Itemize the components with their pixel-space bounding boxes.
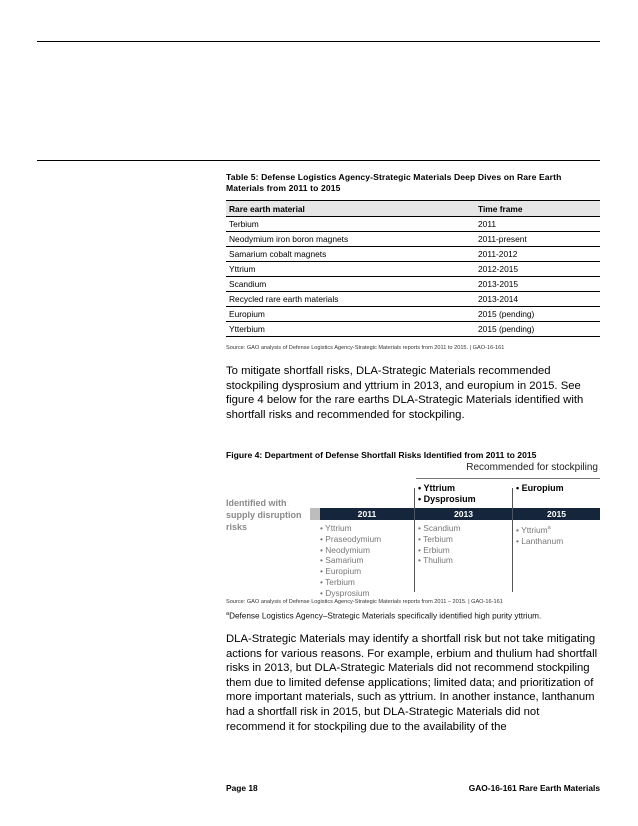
- timeframe-cell: 2013-2015: [475, 277, 600, 292]
- year-header-2011: 2011: [320, 508, 414, 520]
- column-divider: [414, 488, 415, 592]
- material-cell: Scandium: [226, 277, 475, 292]
- timeline-bar-start: [310, 508, 320, 520]
- table-caption: Table 5: Defense Logistics Agency-Strategic Materials Deep Dives on Rare Earth Materials from 2011 to 2015: [226, 172, 562, 193]
- table-row: [226, 322, 600, 337]
- risks-2015: [516, 523, 563, 546]
- year-header-2015: 2015: [513, 508, 600, 520]
- shortfall-risk-figure: [226, 462, 600, 596]
- risk-item: • Dysprosium: [320, 587, 370, 598]
- table-header-row: [226, 201, 600, 217]
- material-cell: Samarium cobalt magnets: [226, 247, 475, 262]
- table-source-note: Source: GAO analysis of Defense Logistics Agency-Strategic Materials reports from 2011 to 2015. | GAO-16-161: [226, 345, 505, 351]
- table-row: [226, 277, 600, 292]
- material-cell: Ytterbium: [226, 322, 475, 337]
- table-row: [226, 262, 600, 277]
- table-row: [226, 307, 600, 322]
- page-number: Page 18: [226, 783, 258, 793]
- risk-item: • Terbium: [320, 576, 355, 587]
- risk-item: • Terbium: [418, 533, 453, 544]
- table-row: [226, 217, 600, 232]
- risk-item: • Erbium: [418, 544, 450, 555]
- figure-source-note: Source: GAO analysis of Defense Logistics Agency-Strategic Materials reports from 2011 – 2015. | GAO-16-161: [226, 599, 503, 605]
- material-cell: Europium: [226, 307, 475, 322]
- recommended-2015: [516, 483, 564, 494]
- body-paragraph-1: To mitigate shortfall risks, DLA-Strategic Materials recommended stockpiling dysprosium and yttrium in 2013, and europium in 2015. See figure 4 below for the rare earths DLA-Strategic Materials identified with shortfall risks and recommended for stockpiling.: [226, 365, 584, 421]
- timeframe-cell: 2015 (pending): [475, 322, 600, 337]
- body-paragraph-2: DLA-Strategic Materials may identify a shortfall risk but not take mitigating actions for various reasons. For example, erbium and thulium had shortfall risks in 2013, but DLA-Strategic Materials did not recommend stockpiling them due to limited defense applications; limited data; and prioritization of more important materials, such as yttrium. In another instance, lanthanum had a shortfall risk in 2015, but DLA-Strategic Materials did not recommend it for stockpiling due to the availability of the: [226, 633, 598, 733]
- timeframe-cell: 2011-present: [475, 232, 600, 247]
- recommended-item: • Yttrium: [418, 483, 455, 493]
- recommended-label: Recommended for stockpiling: [466, 462, 598, 473]
- timeframe-cell: 2012-2015: [475, 262, 600, 277]
- figure-title: Figure 4: Department of Defense Shortfall Risks Identified from 2011 to 2015: [226, 450, 537, 460]
- risk-item: • Thulium: [418, 555, 453, 566]
- timeframe-cell: 2015 (pending): [475, 307, 600, 322]
- section-rule: [37, 160, 600, 161]
- timeframe-cell: 2011-2012: [475, 247, 600, 262]
- year-header-2013: 2013: [415, 508, 512, 520]
- identified-risks-label: Identified with supply disruption risks: [226, 498, 302, 532]
- material-cell: Terbium: [226, 217, 475, 232]
- risk-item: • Yttrium: [320, 523, 352, 533]
- rare-earth-table: [226, 200, 600, 337]
- figure-footnote: $^a$Defense Logistics Agency–Strategic Materials specifically identified high purity yttrium.: [226, 611, 542, 621]
- header-rule: [37, 41, 600, 42]
- report-title: GAO-16-161 Rare Earth Materials: [468, 783, 600, 793]
- risk-item: • Scandium: [418, 523, 461, 533]
- risk-item: • Praseodymium: [320, 533, 382, 544]
- material-cell: Recycled rare earth materials: [226, 292, 475, 307]
- column-divider: [512, 488, 513, 592]
- column-header-timeframe: Time frame: [475, 201, 600, 217]
- risk-item-yttrium: • Yttrium$^a$: [516, 524, 551, 535]
- table-row: [226, 232, 600, 247]
- risk-item: • Europium: [320, 566, 362, 577]
- risk-item: • Lanthanum: [516, 535, 564, 546]
- risks-2011: [320, 523, 381, 599]
- recommended-item: • Europium: [516, 483, 564, 493]
- table-row: [226, 247, 600, 262]
- recommended-item: • Dysprosium: [418, 494, 476, 504]
- material-cell: Neodymium iron boron magnets: [226, 232, 475, 247]
- risk-item: • Neodymium: [320, 544, 370, 555]
- table-row: [226, 292, 600, 307]
- material-cell: Yttrium: [226, 262, 475, 277]
- footnote-marker: a: [547, 525, 551, 531]
- recommended-bracket: [416, 478, 600, 479]
- recommended-2013: [418, 483, 476, 505]
- timeframe-cell: 2013-2014: [475, 292, 600, 307]
- column-header-material: Rare earth material: [226, 201, 475, 217]
- risk-item: • Samarium: [320, 555, 364, 566]
- footnote-marker: a: [226, 611, 230, 617]
- risks-2013: [418, 523, 461, 566]
- timeframe-cell: 2011: [475, 217, 600, 232]
